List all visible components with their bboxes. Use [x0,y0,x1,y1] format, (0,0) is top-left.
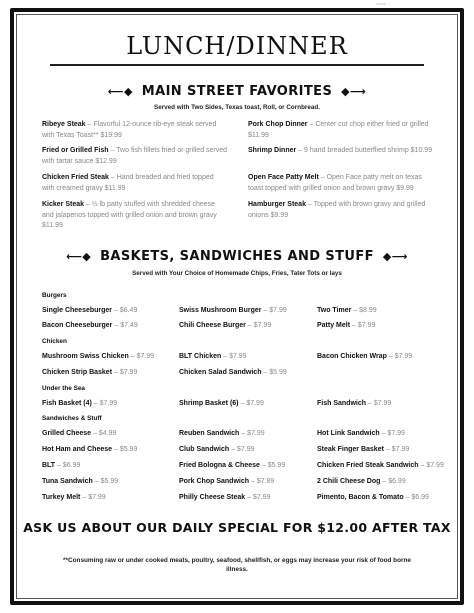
baskets-heading [0,249,474,264]
item-price: $12.99 [95,157,117,165]
item-desc: Open Face patty melt on texas toast topped with grilled onion and brown gravy [248,174,422,192]
item-name: Patty Melt [317,322,351,329]
item-price: $7.99 [229,353,247,360]
menu-item: Chicken Strip Basket – $7.99 [42,369,138,376]
item-name: Pork Chop Dinner [248,121,308,128]
item-price: $7.89 [256,478,275,485]
item-name: Steak Finger Basket [317,446,384,453]
item-price: $11.99 [42,222,63,229]
item-name: Fried or Grilled Fish [42,147,109,154]
item-name: Chicken Fried Steak Sandwich [317,462,419,469]
item-name: Pimento, Bacon & Tomato [317,494,404,501]
item-price: $7.99 [136,353,155,360]
menu-item: Two Timer – $8.99 [317,307,377,314]
item-name: Hamburger Steak [248,201,306,208]
item-price: $7.99 [99,400,118,407]
item-price: $7.99 [394,353,413,360]
item-desc: Hand breaded and fried topped with creamed gravy [42,174,214,192]
baskets-subheading: Served with Your Choice of Homemade Chips, Fries, Tater Tots or lays [132,270,342,277]
favorite-item: Fried or Grilled Fish – Two fish fillets fried or grilled served with tartar sauce $12.99 [42,147,228,165]
item-price: $6.99 [62,462,81,469]
category-burgers: Burgers [42,292,67,299]
item-name: Pork Chop Sandwich [179,478,250,485]
title-divider [50,64,424,66]
item-desc: Two fish fillets fried or grilled served with tartar sauce [42,147,228,165]
item-name: Chicken Salad Sandwich [179,369,262,376]
favorite-item: Kicker Steak – ½ lb patty stuffed with shredded cheese and jalapenos topped with grilled onion and brown gravy $11.99 [42,201,217,229]
item-name: Chili Cheese Burger [179,322,246,329]
item-price: $11.99 [248,131,269,139]
favorite-item: Chicken Fried Steak – Hand breaded and fried topped with creamed gravy $11.99 [42,174,214,192]
menu-item: Philly Cheese Steak – $7.99 [179,494,271,501]
item-price: $7.99 [357,322,376,329]
item-name: Philly Cheese Steak [179,494,246,501]
menu-item: Fried Bologna & Cheese – $5.99 [179,462,286,469]
item-price: $5.99 [267,462,286,469]
food-safety-disclaimer: **Consuming raw or under cooked meats, poultry, seafood, shellfish, or eggs may increase your risk of food borne illness. [63,557,411,573]
menu-item: Tuna Sandwich – $5.99 [42,478,119,485]
item-price: $10.99 [410,147,433,154]
item-desc: ½ lb patty stuffed with shredded cheese and jalapenos topped with grilled onion and brown gravy [42,201,217,219]
watermark-text: menu ...... [376,1,394,6]
menu-item: Turkey Melt – $7.99 [42,494,106,501]
item-price: $5.99 [119,446,138,453]
item-price: $5.99 [100,478,119,485]
item-name: Shrimp Basket (6) [179,400,239,407]
item-price: $7.99 [253,322,272,329]
item-name: Grilled Cheese [42,430,92,437]
menu-item: Fish Sandwich – $7.99 [317,400,392,407]
menu-item: 2 Chili Cheese Dog – $6.99 [317,478,406,485]
item-name: Hot Link Sandwich [317,430,380,437]
menu-item: Reuben Sandwich – $7.99 [179,430,265,437]
item-name: Kicker Steak [42,201,85,208]
item-price: $7.99 [387,430,405,437]
item-price: $7.99 [391,446,410,453]
item-name: Reuben Sandwich [179,430,240,437]
menu-item: Patty Melt – $7.99 [317,322,376,329]
item-name: Mushroom Swiss Chicken [42,353,129,360]
item-price: $8.99 [359,307,377,314]
item-price: $6.99 [388,478,406,485]
item-price: $7.49 [120,322,138,329]
item-desc: Flavorful 12-ounce rib-eye steak served with Texas Toast** [42,121,217,139]
item-price: $7.99 [246,400,264,407]
menu-item: BLT – $6.99 [42,462,81,469]
item-price: $19.99 [100,131,122,139]
menu-item: Shrimp Basket (6) – $7.99 [179,400,264,407]
arrow-right-icon: ◆⟶ [382,250,408,263]
item-price: $6.49 [119,307,138,314]
item-name: BLT Chicken [179,353,222,360]
menu-item: BLT Chicken – $7.99 [179,353,247,360]
item-name: Swiss Mushroom Burger [179,307,262,314]
favorite-item: Hamburger Steak – Topped with brown gravy and grilled onions $9.99 [248,201,426,219]
item-price: $7.99 [119,369,138,376]
item-name: Two Timer [317,307,352,314]
menu-item: Bacon Cheeseburger – $7.49 [42,322,138,329]
favorite-item: Open Face Patty Melt – Open Face patty melt on texas toast topped with grilled onion and brown gravy $9.99 [248,174,422,192]
arrow-left-icon: ⟵◆ [66,250,92,263]
item-desc: Topped with brown gravy and grilled onions [248,201,426,219]
item-price: $7.99 [426,462,444,469]
item-price: $4.99 [98,430,117,437]
item-price: $9.99 [270,211,289,219]
item-name: Single Cheeseburger [42,307,113,314]
item-name: Open Face Patty Melt [248,174,319,181]
menu-item: Pork Chop Sandwich – $7.89 [179,478,275,485]
item-price: $7.99 [252,494,271,501]
menu-item: Chili Cheese Burger – $7.99 [179,322,272,329]
menu-item: Single Cheeseburger – $6.49 [42,307,138,314]
item-name: 2 Chili Cheese Dog [317,478,381,485]
item-desc: Center cut chop either fried or grilled [315,121,429,128]
item-name: Hot Ham and Cheese [42,446,113,453]
item-name: Turkey Melt [42,494,81,501]
item-price: $7.99 [269,307,287,314]
category-sandwiches: Sandwiches & Stuff [42,415,102,422]
favorites-subheading: Served with Two Sides, Texas toast, Roll, or Cornbread. [154,104,320,111]
item-name: Chicken Fried Steak [42,174,109,181]
favorites-heading [0,84,474,99]
item-name: Tuna Sandwich [42,478,93,485]
item-name: Ribeye Steak [42,121,86,128]
item-name: Chicken Strip Basket [42,369,113,376]
menu-title: LUNCH/DINNER [126,32,348,60]
menu-item: Chicken Fried Steak Sandwich – $7.99 [317,462,444,469]
category-sea: Under the Sea [42,385,85,392]
favorite-item: Shrimp Dinner – 9 hand breaded butterflied shrimp $10.99 [248,147,433,154]
menu-item: Swiss Mushroom Burger – $7.99 [179,307,287,314]
item-name: Club Sandwich [179,446,230,453]
item-price: $9.99 [396,184,414,192]
item-price: $7.99 [373,400,392,407]
baskets-heading-text: BASKETS, SANDWICHES AND STUFF [100,249,374,264]
favorites-heading-text: MAIN STREET FAVORITES [141,84,333,99]
menu-item: Fish Basket (4) – $7.99 [42,400,118,407]
item-price: $7.99 [88,494,106,501]
menu-item: Hot Ham and Cheese – $5.99 [42,446,138,453]
item-name: Shrimp Dinner [248,147,297,154]
arrow-left-icon: ⟵◆ [107,85,133,98]
menu-item: Hot Link Sandwich – $7.99 [317,430,405,437]
item-price: $6.99 [411,494,429,501]
category-chicken: Chicken [42,338,67,345]
menu-item: Mushroom Swiss Chicken – $7.99 [42,353,155,360]
item-desc: 9 hand breaded butterflied shrimp [304,147,409,154]
item-name: Bacon Cheeseburger [42,322,113,329]
item-price: $7.99 [247,430,265,437]
menu-item: Grilled Cheese – $4.99 [42,430,117,437]
menu-item: Bacon Chicken Wrap – $7.99 [317,353,413,360]
arrow-right-icon: ◆⟶ [341,85,367,98]
item-price: $7.99 [236,446,255,453]
favorite-item: Pork Chop Dinner – Center cut chop either fried or grilled $11.99 [248,121,429,139]
item-name: Bacon Chicken Wrap [317,353,387,360]
menu-item: Club Sandwich – $7.99 [179,446,255,453]
item-name: Fried Bologna & Cheese [179,462,260,469]
favorite-item: Ribeye Steak – Flavorful 12-ounce rib-eye steak served with Texas Toast** $19.99 [42,121,217,139]
daily-special: ASK US ABOUT OUR DAILY SPECIAL FOR $12.00 AFTER TAX [23,520,451,535]
item-name: Fish Basket (4) [42,400,92,407]
item-name: Fish Sandwich [317,400,367,407]
item-price: $5.99 [269,369,287,376]
menu-item: Steak Finger Basket – $7.99 [317,446,410,453]
menu-item: Pimento, Bacon & Tomato – $6.99 [317,494,429,501]
menu-item: Chicken Salad Sandwich – $5.99 [179,369,287,376]
item-price: $11.99 [104,184,126,192]
item-name: BLT [42,462,56,469]
